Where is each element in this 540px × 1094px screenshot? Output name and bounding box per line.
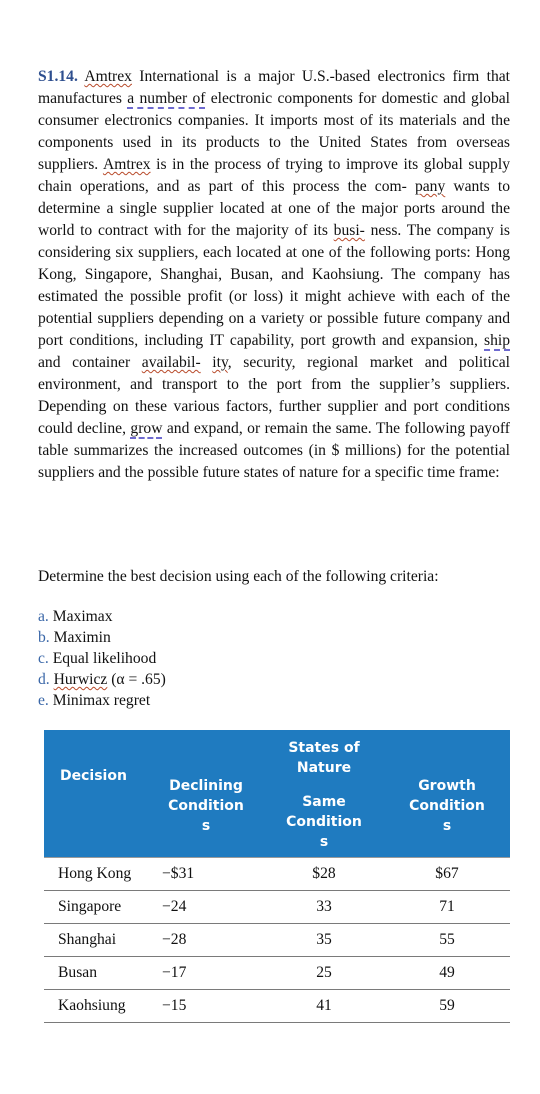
header-line: Condition: [168, 798, 244, 814]
criteria-label: Maximax: [52, 608, 113, 625]
header-line: Growth: [418, 778, 476, 794]
criteria-suffix: (α = .65): [107, 671, 166, 688]
header-same-label: [264, 792, 384, 852]
flagged-phrase: a number of: [127, 90, 206, 107]
header-line: s: [319, 834, 329, 850]
declining-cell: −17: [162, 964, 187, 981]
header-line: Declining: [169, 778, 243, 794]
criteria-label: Minimax regret: [52, 692, 151, 709]
problem-text-part: and expand, or remain the same. The following payoff table summarizes the increased outcomes (in $ millions) for the potential suppliers and the possible future states of nature for a specific time frame:: [38, 420, 510, 481]
table-row: [44, 957, 510, 990]
flagged-word: pany: [414, 178, 446, 195]
criteria-item: [38, 690, 166, 711]
same-cell: 25: [316, 964, 332, 981]
header-declining-label: [148, 776, 264, 836]
criteria-letter: b.: [38, 629, 50, 646]
declining-cell: −24: [162, 898, 187, 915]
flagged-word: grow: [130, 420, 163, 437]
criteria-label: Maximin: [53, 629, 111, 646]
flagged-word: ity: [212, 354, 228, 371]
same-cell: $28: [312, 865, 336, 882]
table-row: [44, 924, 510, 957]
decision-cell: Busan: [58, 964, 97, 981]
directive-text: Determine the best decision using each of the following criteria:: [38, 568, 439, 585]
decision-cell: Singapore: [58, 898, 122, 915]
header-declining: [148, 730, 264, 858]
problem-text-part: [201, 354, 213, 371]
criteria-list: [38, 606, 166, 711]
decision-cell: Shanghai: [58, 931, 117, 948]
problem-text-part: International is a major U.S.-based electronics firm that manufactures: [38, 68, 510, 107]
criteria-letter: e.: [38, 692, 49, 709]
header-growth-label: [384, 776, 510, 836]
problem-text-part: ness. The company is considering six suppliers, each located at one of the following ports: Hong Kong, Singapore, Shanghai, Busan, and Kaohsiung. The company has estimated the possible profit (or loss) it might achieve with each of the potential suppliers depending on a variety or possible future company and port conditions, including IT capability, port growth and expansion,: [38, 222, 510, 349]
problem-text: [38, 66, 510, 484]
decision-cell: Hong Kong: [58, 865, 132, 882]
header-line: s: [201, 818, 211, 834]
table-row: [44, 858, 510, 891]
brand-name: Amtrex: [84, 68, 132, 85]
decision-cell: Kaohsiung: [58, 997, 126, 1014]
payoff-table-container: [44, 730, 510, 1023]
criteria-letter: d.: [38, 671, 50, 688]
header-states-of-nature: [264, 738, 384, 778]
criteria-item: [38, 648, 166, 669]
criteria-item: [38, 669, 166, 690]
flagged-word: availabil-: [141, 354, 201, 371]
flagged-word: busi-: [333, 222, 365, 239]
problem-number: S1.14.: [38, 68, 78, 85]
problem-text-part: electronic components for domestic and global consumer electronics companies. It imports most of its materials and the components used in its products to the United States from overseas suppliers.: [38, 90, 511, 173]
growth-cell: 71: [439, 898, 455, 915]
declining-cell: −15: [162, 997, 187, 1014]
header-decision-label: Decision: [60, 768, 127, 784]
flagged-word: ship: [484, 332, 510, 349]
header-line: Condition: [286, 814, 362, 830]
growth-cell: $67: [435, 865, 459, 882]
table-row: [44, 891, 510, 924]
header-line: States of: [288, 740, 360, 756]
header-line: Same: [302, 794, 346, 810]
payoff-table: [44, 730, 510, 1023]
criteria-letter: a.: [38, 608, 49, 625]
declining-cell: −28: [162, 931, 187, 948]
growth-cell: 49: [439, 964, 455, 981]
header-growth: [384, 730, 510, 858]
criteria-label: Hurwicz: [53, 671, 108, 688]
header-line: Condition: [409, 798, 485, 814]
problem-text-part: wants to determine a single supplier located at one of the major ports around the world to contract with for the majority of its: [38, 178, 510, 239]
same-cell: 33: [316, 898, 332, 915]
header-line: Nature: [296, 760, 352, 776]
brand-name: Amtrex: [102, 156, 151, 173]
growth-cell: 59: [439, 997, 455, 1014]
header-decision: [44, 730, 148, 858]
header-line: s: [442, 818, 452, 834]
criteria-letter: c.: [38, 650, 49, 667]
same-cell: 41: [316, 997, 332, 1014]
criteria-item: [38, 606, 166, 627]
problem-text-part: and container: [38, 354, 142, 371]
criteria-label: Equal likelihood: [52, 650, 157, 667]
problem-text-part: , security, regional market and political environment, and transport to the port from the supplier’s suppliers. Depending on these various factors, further supplier and port conditions could decline,: [38, 354, 510, 437]
table-header-row: [44, 730, 510, 858]
declining-cell: −$31: [162, 865, 195, 882]
table-row: [44, 990, 510, 1023]
header-same: [264, 730, 384, 858]
criteria-item: [38, 627, 166, 648]
growth-cell: 55: [439, 931, 455, 948]
problem-text-part: is in the process of trying to improve its global supply chain operations, and as part of this process the com-: [38, 156, 510, 195]
same-cell: 35: [316, 931, 332, 948]
